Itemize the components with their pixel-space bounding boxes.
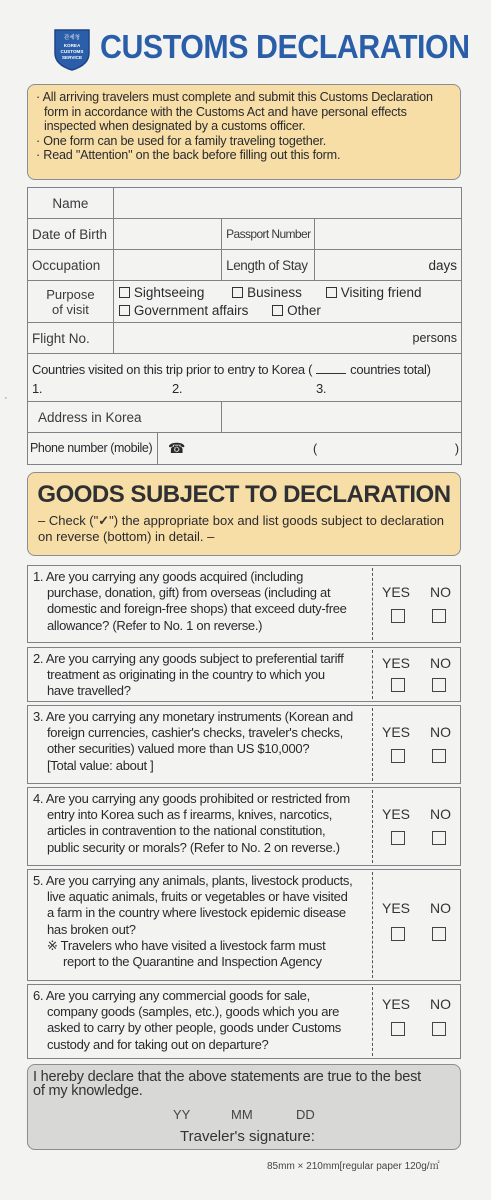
- goods-header-box: [27, 472, 461, 556]
- persons-unit: persons: [412, 331, 457, 345]
- notice-box: [27, 84, 461, 180]
- signature-label[interactable]: Traveler's signature:: [180, 1128, 315, 1145]
- paren-close: ): [454, 441, 459, 456]
- passport-label: Passport Number: [222, 219, 315, 250]
- occupation-field[interactable]: [113, 250, 221, 281]
- purpose-business[interactable]: Business: [232, 285, 302, 300]
- notice-line: · One form can be used for a family traveling together.: [36, 133, 327, 148]
- checkbox-icon[interactable]: [119, 287, 130, 298]
- logo-text-2: CUSTOMS: [60, 49, 84, 54]
- question-5: [27, 869, 461, 981]
- purpose-visiting-friend[interactable]: Visiting friend: [326, 285, 422, 300]
- logo-text-3: SERVICE: [61, 55, 83, 60]
- question-text: [33, 791, 368, 856]
- yes-checkbox[interactable]: [391, 927, 405, 941]
- dashed-divider: [372, 790, 373, 863]
- yes-checkbox[interactable]: [391, 609, 405, 623]
- name-label: Name: [28, 188, 114, 219]
- dashed-divider: [372, 568, 373, 640]
- no-label: NO: [430, 806, 451, 822]
- question-line: 6. Are you carrying any commercial goods for sale,: [33, 988, 310, 1003]
- no-checkbox[interactable]: [432, 749, 446, 763]
- korea-customs-logo: [52, 27, 92, 71]
- phone-row: [28, 433, 462, 465]
- no-label: NO: [430, 724, 451, 740]
- phone-field[interactable]: [158, 440, 461, 457]
- paper-size-note: 85mm × 210mm[regular paper 120g/㎡: [267, 1161, 440, 1172]
- question-1: [27, 565, 461, 643]
- date-mm: MM: [231, 1107, 253, 1122]
- purpose-label: [28, 281, 114, 323]
- dashed-divider: [372, 987, 373, 1056]
- question-line: articles in contravention to the national constitution,: [47, 823, 326, 839]
- question-line: 4. Are you carrying any goods prohibited or restricted from: [33, 791, 350, 806]
- edge-mark: ·: [4, 392, 8, 404]
- yes-checkbox[interactable]: [391, 1022, 405, 1036]
- purpose-label-line1: Purpose: [46, 286, 95, 302]
- question-text: [33, 709, 368, 774]
- question-line: live aquatic animals, fruits or vegetables or have visited: [47, 889, 348, 905]
- purpose-sightseeing[interactable]: Sightseeing: [119, 285, 205, 300]
- yes-label: YES: [382, 724, 411, 740]
- question-line: ※ Travelers who have visited a livestock farm must: [47, 937, 326, 953]
- yes-checkbox[interactable]: [391, 831, 405, 845]
- yes-checkbox[interactable]: [391, 678, 405, 692]
- question-line: 1. Are you carrying any goods acquired (including: [33, 569, 304, 584]
- dob-field[interactable]: [113, 219, 221, 250]
- name-field[interactable]: [113, 188, 461, 219]
- question-text: [33, 873, 368, 970]
- question-text: [33, 569, 368, 634]
- question-line: company goods (samples, etc.), goods which you are: [47, 1004, 340, 1020]
- question-line: have travelled?: [47, 683, 131, 699]
- declaration-statement: I hereby declare that the above statements are true to the best of my knowledge.: [33, 1069, 422, 1099]
- notice-line: · All arriving travelers must complete and submit this Customs Declaration: [36, 90, 433, 104]
- stay-label: Length of Stay: [222, 250, 315, 281]
- dob-label: Date of Birth: [28, 219, 114, 250]
- yes-label: YES: [382, 996, 411, 1012]
- question-line: purchase, donation, gift) from overseas (including at: [47, 585, 331, 601]
- goods-instructions: – Check ("✓") the appropriate box and list goods subject to declaration on reverse (bottom) in detail. –: [38, 513, 445, 544]
- flight-label: Flight No.: [28, 323, 114, 354]
- notice-line: form in accordance with the Customs Act and have personal effects: [44, 104, 407, 119]
- dashed-divider: [372, 650, 373, 699]
- date-yy: YY: [173, 1107, 191, 1122]
- dashed-divider: [372, 872, 373, 978]
- country-slot-3: 3.: [316, 380, 327, 396]
- countries-count-blank[interactable]: [316, 373, 346, 374]
- no-label: NO: [430, 655, 451, 671]
- question-4: [27, 787, 461, 866]
- no-checkbox[interactable]: [432, 1022, 446, 1036]
- question-line: allowance? (Refer to No. 1 on reverse.): [47, 617, 263, 633]
- question-line: 5. Are you carrying any animals, plants, livestock products,: [33, 873, 353, 888]
- purpose-options: [113, 281, 461, 323]
- question-line: custody and for taking out on departure?: [47, 1036, 269, 1052]
- question-line: foreign currencies, cashier's checks, traveler's checks,: [47, 725, 343, 741]
- logo-text-kr: 관세청: [64, 35, 80, 41]
- form-title: CUSTOMS DECLARATION: [100, 28, 470, 65]
- checkmark-icon: ✓: [98, 513, 110, 528]
- stay-field[interactable]: [315, 250, 462, 281]
- countries-suffix: countries total): [350, 361, 431, 377]
- no-checkbox[interactable]: [432, 831, 446, 845]
- question-line: 2. Are you carrying any goods subject to preferential tariff: [33, 651, 344, 666]
- checkbox-icon[interactable]: [272, 305, 283, 316]
- question-3: [27, 705, 461, 784]
- question-2: [27, 647, 461, 702]
- question-line: other securities) valued more than US $10,000?: [47, 741, 310, 757]
- no-checkbox[interactable]: [432, 678, 446, 692]
- question-line: entry into Korea such as f irearms, knives, narcotics,: [47, 807, 333, 823]
- notice-line: · Read "Attention" on the back before filling out this form.: [36, 148, 341, 163]
- question-line: public security or morals? (Refer to No. 2 on reverse.): [47, 839, 340, 855]
- address-field[interactable]: [222, 402, 462, 433]
- checkbox-icon[interactable]: [119, 305, 130, 316]
- phone-label: Phone number (mobile): [28, 433, 158, 464]
- declaration-box: [27, 1064, 461, 1150]
- purpose-other[interactable]: Other: [272, 303, 321, 318]
- question-line: 3. Are you carrying any monetary instruments (Korean and: [33, 709, 353, 724]
- yes-label: YES: [382, 806, 411, 822]
- countries-prefix: Countries visited on this trip prior to entry to Korea (: [32, 361, 313, 377]
- passport-field[interactable]: [315, 219, 462, 250]
- paren-open: (: [313, 441, 317, 456]
- goods-title: GOODS SUBJECT TO DECLARATION: [37, 481, 451, 508]
- checkbox-icon[interactable]: [326, 287, 337, 298]
- checkbox-icon[interactable]: [232, 287, 243, 298]
- no-label: NO: [430, 584, 451, 600]
- address-label: Address in Korea: [28, 402, 222, 433]
- no-checkbox[interactable]: [432, 927, 446, 941]
- question-text: [33, 988, 368, 1053]
- question-line: a farm in the country where livestock epidemic disease: [47, 905, 346, 921]
- country-slot-1: 1.: [32, 380, 43, 396]
- logo-text-1: KOREA: [63, 43, 81, 48]
- days-unit: days: [428, 257, 457, 273]
- notice-line: inspected when designated by a customs officer.: [44, 119, 306, 134]
- purpose-government[interactable]: Government affairs: [119, 303, 249, 318]
- question-6: [27, 984, 461, 1059]
- traveler-info-table: [27, 187, 462, 465]
- question-line: domestic and foreign-free shops) that exceed duty-free: [47, 601, 347, 617]
- purpose-label-line2: of visit: [51, 301, 89, 317]
- question-line: [Total value: about ]: [47, 757, 154, 773]
- yes-label: YES: [382, 584, 411, 600]
- yes-label: YES: [382, 900, 411, 916]
- yes-label: YES: [382, 655, 411, 671]
- no-label: NO: [430, 996, 451, 1012]
- country-slot-2: 2.: [172, 380, 183, 396]
- dashed-divider: [372, 708, 373, 781]
- date-dd: DD: [296, 1107, 315, 1122]
- yes-checkbox[interactable]: [391, 749, 405, 763]
- flight-field[interactable]: [113, 323, 461, 354]
- telephone-icon: ☎: [168, 440, 186, 456]
- question-line: asked to carry by other people, goods under Customs: [47, 1020, 341, 1036]
- occupation-label: Occupation: [28, 250, 114, 281]
- question-text: [33, 651, 368, 700]
- no-checkbox[interactable]: [432, 609, 446, 623]
- question-line: has broken out?: [47, 921, 136, 937]
- no-label: NO: [430, 900, 451, 916]
- question-line: treatment as originating in the country to which you: [47, 667, 325, 683]
- question-line: report to the Quarantine and Inspection Agency: [63, 954, 322, 970]
- countries-visited[interactable]: [28, 354, 462, 402]
